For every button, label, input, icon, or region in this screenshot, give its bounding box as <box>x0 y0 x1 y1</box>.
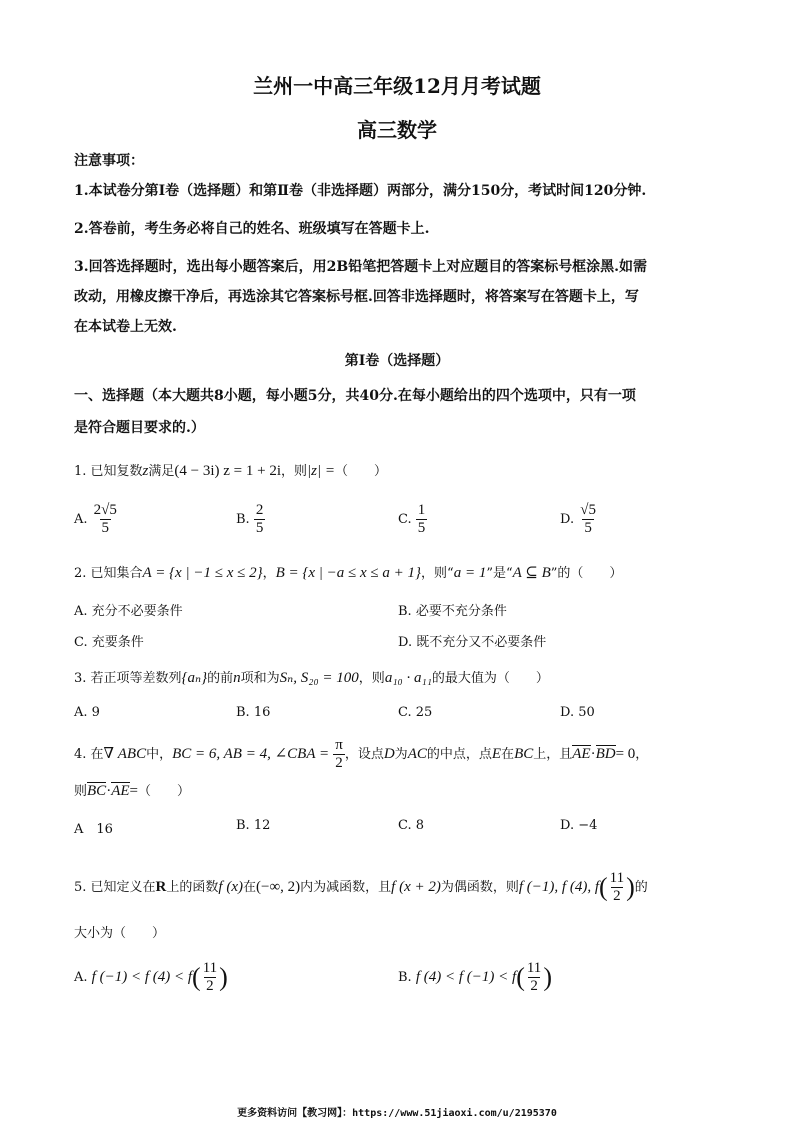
q3-n: n <box>233 670 241 686</box>
q4-dot: · <box>590 746 596 762</box>
note-3-line2: 改动，用橡皮擦干净后，再选涂其它答案标号框.回答非选择题时，将答案写在答题卡上，写 <box>74 289 639 305</box>
q1-option-c <box>398 502 427 537</box>
q1-lead: 1. 已知复数 <box>74 464 143 479</box>
q4-option-c: C. 8 <box>398 818 425 833</box>
q2-then: ，则“ <box>421 566 454 581</box>
question-4-line2 <box>74 780 190 800</box>
q4-option-b: B. 12 <box>236 818 271 833</box>
q3-then: ，则 <box>358 671 385 686</box>
q3-lead: 3. 若正项等差数列 <box>74 671 182 686</box>
fraction <box>92 502 119 537</box>
numerator: π <box>335 737 343 753</box>
part1-title: 第Ⅰ卷（选择题） <box>344 353 450 369</box>
right-paren: ) <box>626 872 635 902</box>
question-1 <box>74 460 387 480</box>
denominator: 5 <box>255 520 264 536</box>
exam-title: 兰州一中高三年级12月月考试题 <box>253 74 541 98</box>
q1-var: z <box>142 463 149 479</box>
q3-option-d: D. 50 <box>560 705 595 720</box>
q4-vector-ae-2: AE <box>111 783 130 799</box>
q1-equation: (4 − 3i) z = 1 + 2i <box>174 463 282 479</box>
q4-text5: 上，且 <box>533 747 573 762</box>
fraction <box>201 960 219 995</box>
q2-option-c: C. 充要条件 <box>74 635 144 650</box>
q5-option-a-expr: f (−1) < f (4) < f <box>91 969 193 985</box>
q2-tail: ”的（ ） <box>550 566 623 581</box>
q5-text5: 的 <box>634 880 648 895</box>
right-paren: ) <box>543 962 552 992</box>
q4-vector-ae: AE <box>572 746 591 762</box>
question-5-line2: 大小为（ ） <box>74 926 166 941</box>
q5-text4: 为偶函数，则 <box>440 880 519 895</box>
q4-angle-fraction <box>333 737 345 772</box>
q4-text4: 在 <box>501 747 515 762</box>
q2-is: ”是“ <box>486 566 513 581</box>
section-instructions-line1: 一、选择题（本大题共8小题，每小题5分，共40分.在每小题给出的四个选项中，只有一项 <box>74 388 636 404</box>
note-1: 1.本试卷分第Ⅰ卷（选择题）和第Ⅱ卷（非选择题）两部分，满分150分，考试时间120分钟. <box>74 183 647 199</box>
question-4 <box>74 737 648 772</box>
q2-comma: ， <box>262 566 276 581</box>
q4-eq-zero: = 0 <box>615 746 636 762</box>
question-2 <box>74 562 622 582</box>
denominator: 2 <box>206 978 214 994</box>
q5-fx: f (x) <box>218 879 243 895</box>
q1-option-b <box>236 502 265 537</box>
q3-sequence: {aₙ} <box>181 670 208 686</box>
footer-link[interactable]: 更多资料访问【教习网】：https://www.51jiaoxi.com/u/2195370 <box>237 1108 557 1119</box>
denominator: 2 <box>530 978 538 994</box>
q5-option-b-expr: f (4) < f (−1) < f <box>415 969 517 985</box>
option-label: B. <box>398 970 412 985</box>
q4-mid: 中， <box>146 747 173 762</box>
numerator: √5 <box>580 502 596 518</box>
q4-line2-lead: 则 <box>74 784 88 799</box>
q2-set-b: B = {x | −a ≤ x ≤ a + 1} <box>275 565 422 581</box>
q2-option-a: A. 充分不必要条件 <box>74 604 183 619</box>
q3-mid2: 项和为 <box>240 671 280 686</box>
q4-point-d: D <box>383 746 395 762</box>
q4-dot2: · <box>106 783 112 799</box>
notes-heading: 注意事项： <box>74 153 144 169</box>
denominator: 5 <box>417 520 426 536</box>
q1-paren: （ ） <box>335 464 388 479</box>
left-paren: ( <box>192 962 201 992</box>
q3-mid1: 的前 <box>207 671 234 686</box>
q5-fx2: f (x + 2) <box>391 879 441 895</box>
q4-segment-bc: BC <box>514 746 534 762</box>
q1-option-d <box>560 502 598 537</box>
exam-subtitle: 高三数学 <box>357 118 437 142</box>
q4-vector-bc: BC <box>87 783 107 799</box>
numerator: 1 <box>417 502 426 518</box>
q5-reals: R <box>155 879 167 895</box>
numerator: 2 <box>255 502 264 518</box>
question-5 <box>74 870 648 905</box>
denominator: 2 <box>613 888 621 904</box>
q5-text1: 上的函数 <box>166 880 219 895</box>
q4-segment-ac: AC <box>407 746 427 762</box>
q2-cond2: A ⊆ B <box>512 565 551 581</box>
q4-text2: 为 <box>394 747 408 762</box>
q3-tail: 的最大值为（ ） <box>431 671 549 686</box>
q1-mid: 满足 <box>148 464 175 479</box>
q5-option-a <box>74 960 228 995</box>
q5-text2: 在 <box>242 880 256 895</box>
q4-lead: 4. 在 <box>74 747 104 762</box>
q3-option-a: A. 9 <box>74 705 100 720</box>
q5-text3: 内为减函数，且 <box>300 880 392 895</box>
option-label: B. <box>236 512 250 527</box>
right-paren: ) <box>219 962 228 992</box>
q5-fraction <box>608 870 626 905</box>
left-paren: ( <box>598 872 608 902</box>
numerator: 2√5 <box>93 502 117 518</box>
q3-sum: Sₙ, S₂₀ = 100 <box>279 670 359 686</box>
q4-text6: ， <box>635 747 649 762</box>
q2-lead: 2. 已知集合 <box>74 566 143 581</box>
q3-option-b: B. 16 <box>236 705 271 720</box>
left-paren: ( <box>516 962 525 992</box>
q2-cond1: a = 1 <box>453 565 487 581</box>
numerator: 11 <box>202 960 218 976</box>
option-label: A. <box>74 512 88 527</box>
q5-option-b <box>398 960 552 995</box>
question-3 <box>74 667 549 687</box>
q4-option-a: A 16 <box>74 822 113 837</box>
q1-then: ，则 <box>281 464 308 479</box>
section-instructions-line2: 是符合题目要求的.） <box>74 420 205 436</box>
q5-values: f (−1), f (4), f <box>518 879 599 895</box>
q4-triangle: ∇ ABC <box>103 746 147 762</box>
option-label: C. <box>398 512 412 527</box>
numerator: 11 <box>609 870 625 886</box>
q4-vector-bd: BD <box>595 746 616 762</box>
option-label: A. <box>74 970 88 985</box>
q5-interval: (−∞, 2) <box>256 879 301 895</box>
fraction <box>254 502 266 537</box>
note-3-line3: 在本试卷上无效. <box>74 319 177 335</box>
q4-given: BC = 6, AB = 4, ∠CBA = <box>172 746 330 762</box>
note-3-line1: 3.回答选择题时，选出每小题答案后，用2B铅笔把答题卡上对应题目的答案标号框涂黑.如需 <box>74 259 648 275</box>
q5-lead: 5. 已知定义在 <box>74 880 156 895</box>
q4-text3: 的中点，点 <box>426 747 492 762</box>
fraction <box>416 502 428 537</box>
q4-option-d: D. −4 <box>560 818 598 833</box>
q2-option-d: D. 既不充分又不必要条件 <box>398 635 547 650</box>
q4-text1: ，设点 <box>344 747 384 762</box>
denominator: 5 <box>584 520 592 536</box>
q1-option-a <box>74 502 119 537</box>
q2-option-b: B. 必要不充分条件 <box>398 604 507 619</box>
q2-set-a: A = {x | −1 ≤ x ≤ 2} <box>142 565 263 581</box>
q4-equals: = <box>129 783 138 799</box>
numerator: 11 <box>526 960 542 976</box>
fraction <box>525 960 543 995</box>
note-2: 2.答卷前，考生务必将自己的姓名、班级填写在答题卡上. <box>74 221 430 237</box>
denominator: 2 <box>335 755 343 771</box>
q3-product: a₁₀ · a₁₁ <box>384 670 432 686</box>
denominator: 5 <box>101 520 110 536</box>
q4-paren: （ ） <box>137 784 190 799</box>
fraction <box>578 502 598 537</box>
q1-abs: |z| = <box>307 463 336 479</box>
option-label: D. <box>560 512 575 527</box>
q3-option-c: C. 25 <box>398 705 433 720</box>
q4-point-e: E <box>491 746 502 762</box>
